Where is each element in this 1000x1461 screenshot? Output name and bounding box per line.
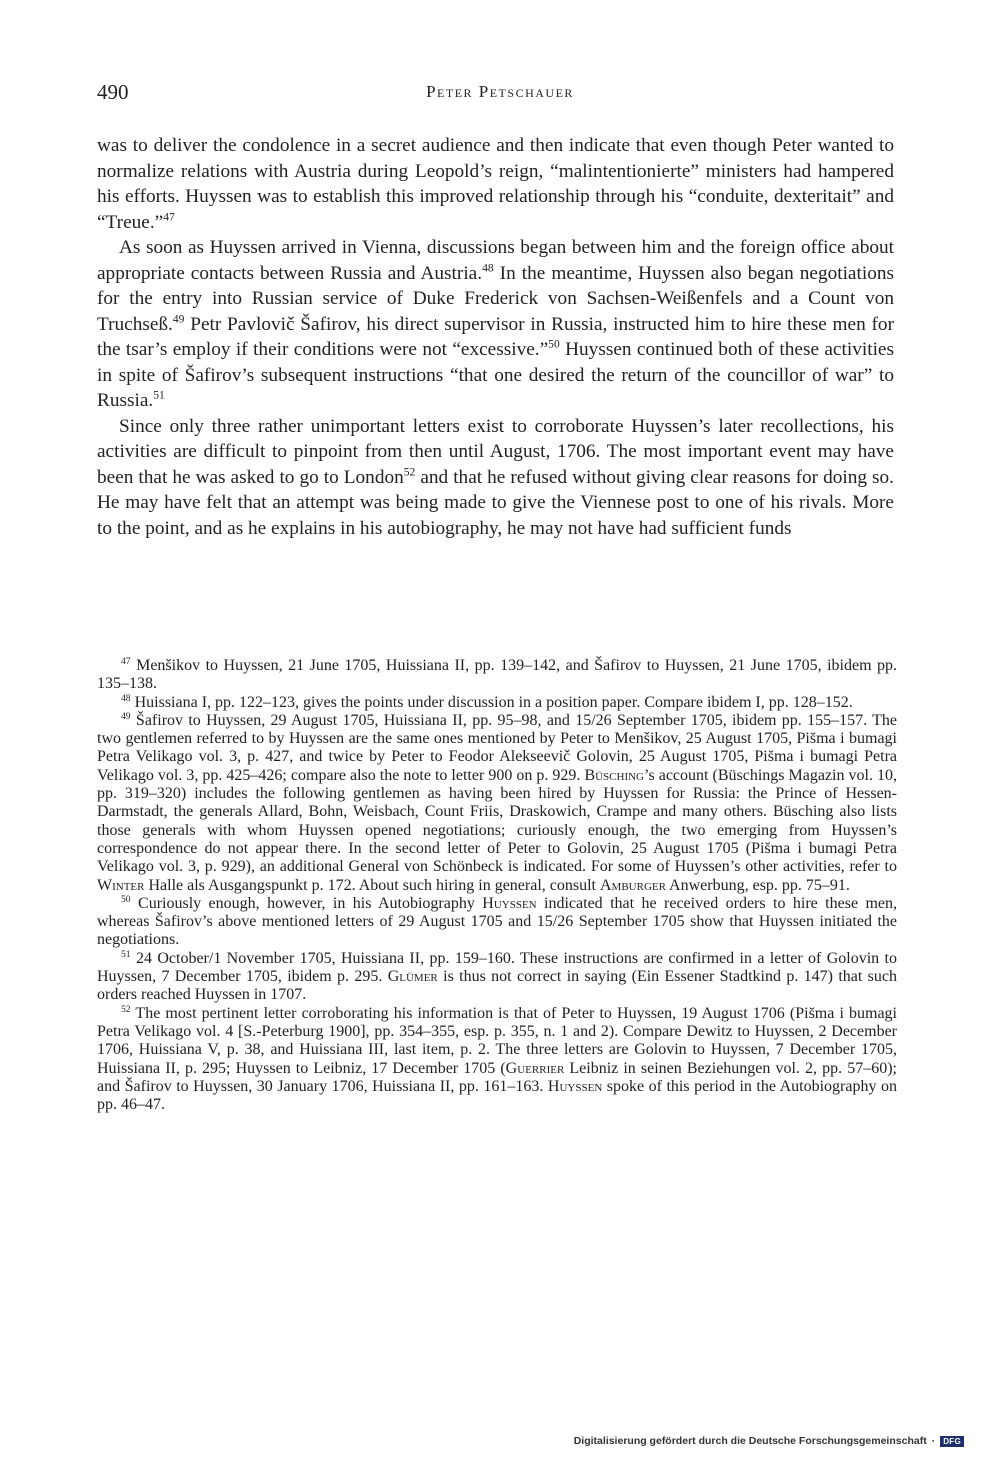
text-run: ’s account (Büschings Magazin vol. 10, pp. 319–320) includes the following gentlemen as having been hired by Huyssen for Russia: the Prince of Hessen-Darmstadt, the generals Allard, Bohn, Weisbach, Count Friis, Draskowich, Crampe and many others. Büsching also lists those generals with whom Huyssen opened negotiations; curiously enough, the two emerging from Huyssen’s correspondence do not appear there. In the second letter of Peter to Golovin, 25 August 1705 (Pis̆ma i bumagi Petra Velikago vol. 3, p. 929), an additional General von Schönbeck is indicated. For some of Huyssen’s other activities, refer to xyxy=(97,766,897,876)
footnotes xyxy=(97,657,897,1114)
text-run: Menšikov to Huyssen, 21 June 1705, Huissiana II, pp. 139–142, and Šafirov to Huyssen, 21 June 1705, ibidem pp. 135–138. xyxy=(97,657,898,693)
text-run: was to deliver the condolence in a secret audience and then indicate that even though Peter wanted to normalize relations with Austria during Leopold’s reign, “malintentionierte” ministers had hampered his efforts. Huyssen was to establish this improved relationship through his “conduite, dexteritait” and “Treue.” xyxy=(97,135,894,233)
text-run: As soon as Huyssen arrived in Vienna, discussions began between him and the foreign office about appropriate contacts between Russia and Austria. xyxy=(97,237,894,284)
running-head: Peter Petschauer xyxy=(426,82,574,101)
text-run: Halle als Ausgangspunkt p. 172. About such hiring in general, consult xyxy=(144,876,600,894)
text-run: Šafirov to Huyssen, 29 August 1705, Huissiana II, pp. 95–98, and 15/26 September 1705, ibidem pp. 155–157. The two gentlemen referred to by Huyssen are the same ones mentioned by Peter to Menšikov, 25 August 1705, Pis̆ma i bumagi Petra Velikago vol. 3, p. 427, and twice by Peter to Feodor Alekseevič Golovin, 25 August 1705, Pis̆ma i bumagi Petra Velikago vol. 3, pp. 425–426; compare also the note to letter 900 on p. 929. xyxy=(97,711,898,784)
text-run: Curiously enough, however, in his Autobiography xyxy=(138,894,483,912)
footnote-number: 47 xyxy=(121,655,131,667)
text-run: In the meantime, Huyssen also began negotiations for the entry into Russian service of Duke Frederick von Sachsen-Weißenfels and a Count von Truchseß. xyxy=(97,262,894,335)
paragraph xyxy=(97,235,894,414)
text-run: and that he refused without giving clear reasons for doing so. He may have felt that an attempt was being made to give the Viennese post to one of his rivals. More to the point, and as he explains in his autobiography, he may not have had sufficient funds xyxy=(97,466,894,539)
author-name: Amburger xyxy=(599,876,666,894)
footnote-ref: 50 xyxy=(548,337,560,351)
author-name: Büsching xyxy=(584,766,645,784)
footnote xyxy=(97,1005,897,1115)
text-run: is thus not correct in saying (Ein Essener Stadtkind p. 147) that such orders reached Huyssen in 1707. xyxy=(97,968,898,1004)
author-name: Huyssen xyxy=(547,1077,603,1095)
footnote-ref: 49 xyxy=(172,311,185,325)
author-name: Glümer xyxy=(387,968,438,986)
text-run: indicated that he received orders to hire these men, whereas Šafirov’s above mentioned letters of 29 August 1705 and 15/26 September 1705 show that Huyssen initiated the negotiations. xyxy=(97,894,898,949)
footnote-ref: 52 xyxy=(403,464,416,478)
text-run: spoke of this period in the Autobiography on pp. 46–47. xyxy=(97,1077,897,1114)
text-run: Huyssen continued both of these activities in spite of Šafirov’s subsequent instructions “that one desired the return of the councillor of war” to Russia. xyxy=(97,339,894,411)
text-run: Huissiana I, pp. 122–123, gives the points under discussion in a position paper. Compare ibidem I, pp. 128–152. xyxy=(134,693,853,711)
paragraph xyxy=(97,414,894,542)
author-name: Guerrier xyxy=(505,1059,565,1077)
text-run: Since only three rather unimportant letters exist to corroborate Huyssen’s later recollections, his activities are difficult to pinpoint from then until August, 1706. The most important event may have been that he was asked to go to London xyxy=(97,415,894,488)
footnote xyxy=(97,657,897,694)
footnote xyxy=(97,694,897,712)
footnote-ref: 47 xyxy=(163,209,175,223)
text-run: Leibniz in seinen Beziehungen vol. 2, pp. 57–60); and Šafirov to Huyssen, 30 January 1706, Huissiana II, pp. 161–163. xyxy=(97,1059,898,1095)
footnote-ref: 48 xyxy=(482,260,494,274)
footnote-number: 51 xyxy=(121,948,131,960)
text-run: Anwerbung, esp. pp. 75–91. xyxy=(665,876,850,894)
text-run: The most pertinent letter corroborating his information is that of Peter to Huyssen, 19 August 1706 (Pis̆ma i bumagi Petra Velikago vol. 4 [S.-Peterburg 1900], pp. 354–355, esp. p. 355, n. 1 and 2). Compare Dewitz to Huyssen, 2 December 1706, Huissiana V, p. 38, and Huissiana III, last item, p. 2. The three letters are Golovin to Huyssen, 7 December 1705, Huissiana II, p. 295; Huyssen to Leibniz, 17 December 1705 ( xyxy=(97,1004,897,1077)
footnote-number: 49 xyxy=(121,710,131,722)
footnote-ref: 51 xyxy=(153,388,165,402)
footnote-number: 48 xyxy=(121,692,131,704)
footnote xyxy=(97,712,897,895)
text-run: Petr Pavlovič Šafirov, his direct supervisor in Russia, instructed him to hire these men for the tsar’s employ if their conditions were not “excessive.” xyxy=(97,313,894,360)
body-text xyxy=(97,133,894,541)
credit-text: Digitalisierung gefördert durch die Deutsche Forschungsgemeinschaft xyxy=(573,1435,927,1447)
paragraph xyxy=(97,133,894,235)
page-number: 490 xyxy=(97,80,129,104)
digitization-credit: Digitalisierung gefördert durch die Deutsche Forschungsgemeinschaft · DFG xyxy=(574,1435,964,1447)
footnote-number: 50 xyxy=(121,893,131,905)
author-name: Huyssen xyxy=(482,894,537,912)
footnote-number: 52 xyxy=(121,1003,131,1015)
footnote xyxy=(97,950,897,1005)
author-name: Winter xyxy=(97,876,145,894)
footnote xyxy=(97,895,897,950)
dfg-logo-icon: DFG xyxy=(940,1436,964,1447)
text-run: 24 October/1 November 1705, Huissiana II, pp. 159–160. These instructions are confirmed in a letter of Golovin to Huyssen, 7 December 1705, ibidem p. 295. xyxy=(97,949,897,986)
